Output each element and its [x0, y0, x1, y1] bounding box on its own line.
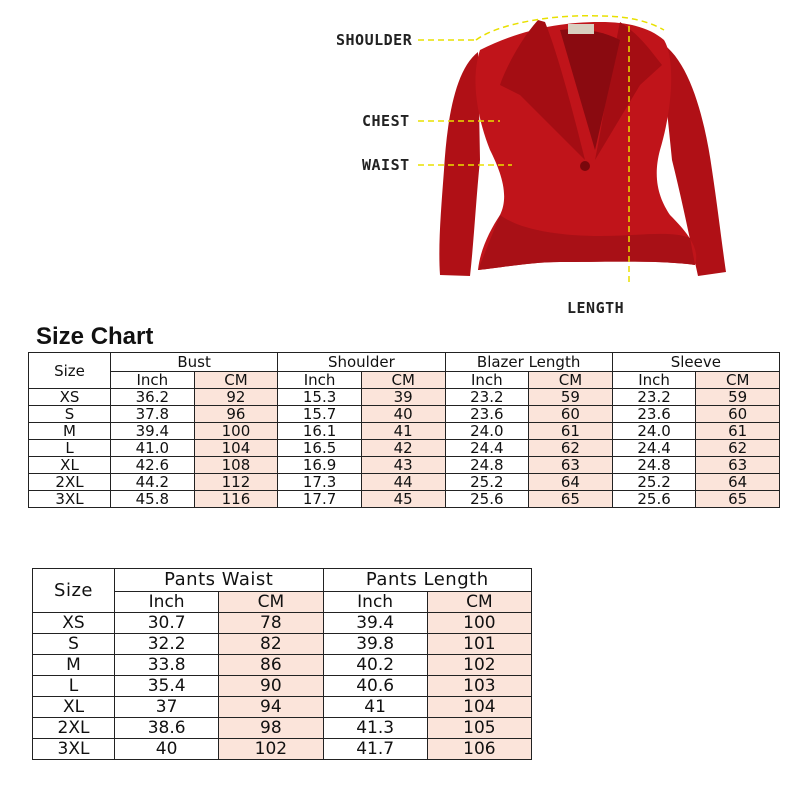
value-cell-shoulder-in: 16.1 — [278, 423, 362, 440]
table-row — [29, 423, 780, 440]
shoulder-header: Shoulder — [278, 353, 445, 372]
size-cell: S — [33, 634, 115, 655]
value-cell-length-cm: 59 — [529, 389, 613, 406]
value-cell-length-in: 24.4 — [445, 440, 529, 457]
value-cell-length-in: 41 — [323, 697, 427, 718]
value-cell-length-in: 41.3 — [323, 718, 427, 739]
value-cell-sleeve-cm: 65 — [696, 491, 780, 508]
unit-cm-header: CM — [696, 372, 780, 389]
unit-cm-header: CM — [529, 372, 613, 389]
value-cell-waist-in: 32.2 — [115, 634, 219, 655]
value-cell-shoulder-in: 16.5 — [278, 440, 362, 457]
value-cell-waist-in: 40 — [115, 739, 219, 760]
size-column-header: Size — [33, 569, 115, 613]
value-cell-waist-cm: 82 — [219, 634, 323, 655]
value-cell-length-in: 23.6 — [445, 406, 529, 423]
value-cell-sleeve-cm: 60 — [696, 406, 780, 423]
value-cell-waist-in: 37 — [115, 697, 219, 718]
value-cell-waist-cm: 78 — [219, 613, 323, 634]
value-cell-length-in: 25.2 — [445, 474, 529, 491]
value-cell-length-in: 24.8 — [445, 457, 529, 474]
value-cell-bust-in: 37.8 — [111, 406, 195, 423]
value-cell-length-cm: 64 — [529, 474, 613, 491]
value-cell-bust-cm: 96 — [194, 406, 278, 423]
table-row — [33, 718, 532, 739]
chest-label: CHEST — [362, 112, 410, 130]
value-cell-length-cm: 100 — [427, 613, 531, 634]
sleeve-header: Sleeve — [612, 353, 779, 372]
unit-inch-header: Inch — [115, 592, 219, 613]
blazer-length-header: Blazer Length — [445, 353, 612, 372]
value-cell-shoulder-cm: 41 — [361, 423, 445, 440]
value-cell-shoulder-cm: 42 — [361, 440, 445, 457]
value-cell-length-cm: 63 — [529, 457, 613, 474]
jacket-size-table — [28, 352, 780, 508]
value-cell-shoulder-cm: 44 — [361, 474, 445, 491]
value-cell-bust-cm: 100 — [194, 423, 278, 440]
size-column-header: Size — [29, 353, 111, 389]
table-row — [33, 655, 532, 676]
unit-inch-header: Inch — [278, 372, 362, 389]
value-cell-waist-cm: 86 — [219, 655, 323, 676]
value-cell-waist-in: 38.6 — [115, 718, 219, 739]
value-cell-sleeve-in: 24.4 — [612, 440, 696, 457]
value-cell-length-in: 39.4 — [323, 613, 427, 634]
size-cell: 3XL — [33, 739, 115, 760]
value-cell-waist-in: 33.8 — [115, 655, 219, 676]
unit-cm-header: CM — [194, 372, 278, 389]
value-cell-waist-cm: 90 — [219, 676, 323, 697]
value-cell-length-cm: 65 — [529, 491, 613, 508]
value-cell-bust-cm: 116 — [194, 491, 278, 508]
value-cell-bust-in: 42.6 — [111, 457, 195, 474]
value-cell-shoulder-cm: 45 — [361, 491, 445, 508]
length-label: LENGTH — [567, 299, 625, 317]
shoulder-label: SHOULDER — [336, 31, 413, 49]
size-cell: M — [33, 655, 115, 676]
size-cell: L — [33, 676, 115, 697]
unit-inch-header: Inch — [612, 372, 696, 389]
size-cell: M — [29, 423, 111, 440]
value-cell-length-cm: 103 — [427, 676, 531, 697]
value-cell-length-cm: 101 — [427, 634, 531, 655]
value-cell-sleeve-in: 25.2 — [612, 474, 696, 491]
value-cell-length-in: 40.2 — [323, 655, 427, 676]
size-cell: L — [29, 440, 111, 457]
table-row — [29, 457, 780, 474]
jacket-button — [580, 161, 590, 171]
value-cell-shoulder-cm: 40 — [361, 406, 445, 423]
value-cell-waist-cm: 102 — [219, 739, 323, 760]
waist-label: WAIST — [362, 156, 410, 174]
value-cell-bust-in: 45.8 — [111, 491, 195, 508]
value-cell-shoulder-in: 15.3 — [278, 389, 362, 406]
value-cell-shoulder-cm: 43 — [361, 457, 445, 474]
bust-header: Bust — [111, 353, 278, 372]
value-cell-length-cm: 61 — [529, 423, 613, 440]
table-row — [33, 613, 532, 634]
table-row — [29, 440, 780, 457]
value-cell-length-in: 39.8 — [323, 634, 427, 655]
value-cell-length-in: 41.7 — [323, 739, 427, 760]
value-cell-sleeve-cm: 63 — [696, 457, 780, 474]
value-cell-bust-cm: 92 — [194, 389, 278, 406]
value-cell-sleeve-in: 24.8 — [612, 457, 696, 474]
table-row — [29, 406, 780, 423]
value-cell-shoulder-in: 17.3 — [278, 474, 362, 491]
table-row — [33, 739, 532, 760]
size-cell: S — [29, 406, 111, 423]
unit-inch-header: Inch — [323, 592, 427, 613]
unit-inch-header: Inch — [111, 372, 195, 389]
value-cell-sleeve-cm: 61 — [696, 423, 780, 440]
value-cell-length-cm: 106 — [427, 739, 531, 760]
size-cell: XL — [33, 697, 115, 718]
value-cell-sleeve-in: 23.6 — [612, 406, 696, 423]
value-cell-waist-cm: 98 — [219, 718, 323, 739]
value-cell-sleeve-in: 25.6 — [612, 491, 696, 508]
value-cell-bust-cm: 104 — [194, 440, 278, 457]
size-cell: XS — [33, 613, 115, 634]
size-cell: XS — [29, 389, 111, 406]
value-cell-length-cm: 105 — [427, 718, 531, 739]
value-cell-length-cm: 60 — [529, 406, 613, 423]
unit-cm-header: CM — [219, 592, 323, 613]
unit-cm-header: CM — [361, 372, 445, 389]
pants-size-table — [32, 568, 532, 760]
value-cell-bust-in: 39.4 — [111, 423, 195, 440]
jacket-label-tag — [568, 24, 594, 34]
table-row — [29, 474, 780, 491]
value-cell-length-cm: 104 — [427, 697, 531, 718]
table-row — [29, 491, 780, 508]
value-cell-bust-in: 44.2 — [111, 474, 195, 491]
value-cell-sleeve-in: 23.2 — [612, 389, 696, 406]
unit-inch-header: Inch — [445, 372, 529, 389]
size-cell: 2XL — [29, 474, 111, 491]
value-cell-shoulder-in: 16.9 — [278, 457, 362, 474]
value-cell-length-in: 23.2 — [445, 389, 529, 406]
value-cell-shoulder-in: 15.7 — [278, 406, 362, 423]
value-cell-waist-in: 35.4 — [115, 676, 219, 697]
value-cell-length-cm: 102 — [427, 655, 531, 676]
value-cell-sleeve-cm: 59 — [696, 389, 780, 406]
value-cell-shoulder-in: 17.7 — [278, 491, 362, 508]
table-row — [33, 676, 532, 697]
value-cell-waist-in: 30.7 — [115, 613, 219, 634]
pants-length-header: Pants Length — [323, 569, 532, 592]
value-cell-length-in: 24.0 — [445, 423, 529, 440]
size-cell: 2XL — [33, 718, 115, 739]
table-row — [33, 697, 532, 718]
value-cell-sleeve-cm: 62 — [696, 440, 780, 457]
size-chart-title: Size Chart — [36, 323, 154, 350]
value-cell-length-in: 25.6 — [445, 491, 529, 508]
pants-waist-header: Pants Waist — [115, 569, 324, 592]
value-cell-length-cm: 62 — [529, 440, 613, 457]
size-cell: XL — [29, 457, 111, 474]
value-cell-sleeve-cm: 64 — [696, 474, 780, 491]
table-row — [33, 634, 532, 655]
value-cell-waist-cm: 94 — [219, 697, 323, 718]
value-cell-bust-in: 41.0 — [111, 440, 195, 457]
jacket-left-sleeve — [439, 52, 480, 276]
value-cell-sleeve-in: 24.0 — [612, 423, 696, 440]
size-cell: 3XL — [29, 491, 111, 508]
value-cell-bust-in: 36.2 — [111, 389, 195, 406]
value-cell-bust-cm: 108 — [194, 457, 278, 474]
value-cell-length-in: 40.6 — [323, 676, 427, 697]
value-cell-shoulder-cm: 39 — [361, 389, 445, 406]
table-row — [29, 389, 780, 406]
value-cell-bust-cm: 112 — [194, 474, 278, 491]
unit-cm-header: CM — [427, 592, 531, 613]
